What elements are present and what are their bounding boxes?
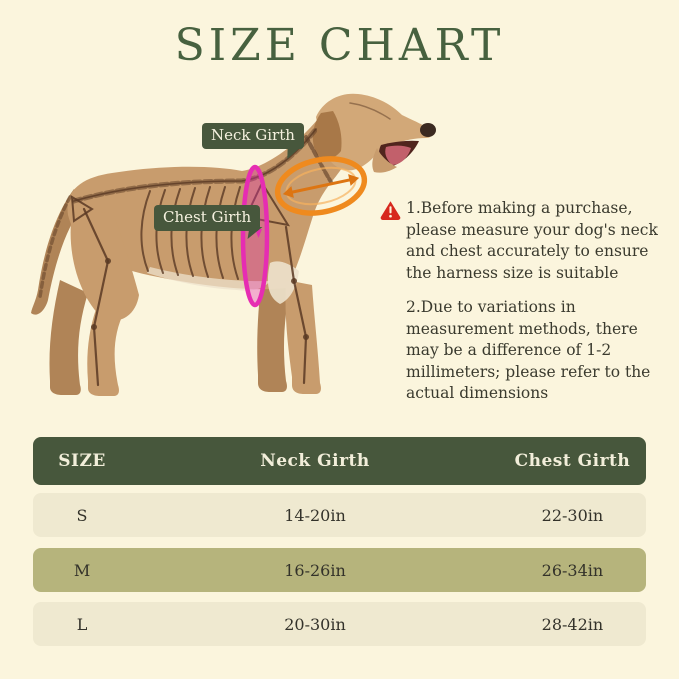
note-line: measurement methods, there — [406, 319, 638, 338]
note-line: 2.Due to variations in — [406, 298, 576, 316]
cell-size: L — [76, 614, 88, 634]
header-cell-neck-girth: Neck Girth — [260, 451, 370, 471]
cell-chest-girth: 22-30in — [541, 505, 604, 525]
header-cell-size: SIZE — [58, 451, 106, 471]
header-cell-chest-girth: Chest Girth — [514, 451, 631, 471]
cell-neck-girth: 14-20in — [284, 505, 346, 525]
note-1 — [406, 198, 666, 284]
table-row-size-m — [33, 548, 646, 592]
chest-girth-label-text: Chest Girth — [163, 208, 252, 226]
note-2 — [406, 297, 666, 405]
cell-size: M — [73, 560, 91, 580]
page-title: SIZE CHART — [174, 20, 505, 71]
note-line: the harness size is suitable — [406, 263, 619, 282]
neck-girth-label — [202, 123, 304, 149]
neck-girth-label-text: Neck Girth — [211, 126, 295, 144]
note-line: may be a difference of 1-2 — [406, 341, 612, 359]
cell-neck-girth: 16-26in — [284, 560, 346, 580]
note-line: and chest accurately to ensure — [406, 242, 649, 260]
note-line: please measure your dog's neck — [406, 220, 658, 239]
warning-triangle-icon — [380, 200, 401, 220]
note-line: 1.Before making a purchase, — [406, 199, 633, 217]
measurement-notes — [406, 198, 666, 418]
cell-chest-girth: 28-42in — [541, 614, 604, 634]
cell-neck-girth: 20-30in — [284, 614, 346, 634]
cell-size: S — [76, 505, 88, 525]
chest-girth-label — [154, 205, 260, 231]
note-line: millimeters; please refer to the — [406, 362, 651, 381]
table-row-size-l — [33, 602, 646, 646]
size-table-header — [33, 437, 646, 485]
table-row-size-s — [33, 493, 646, 537]
note-line: actual dimensions — [406, 384, 549, 402]
cell-chest-girth: 26-34in — [541, 560, 604, 580]
